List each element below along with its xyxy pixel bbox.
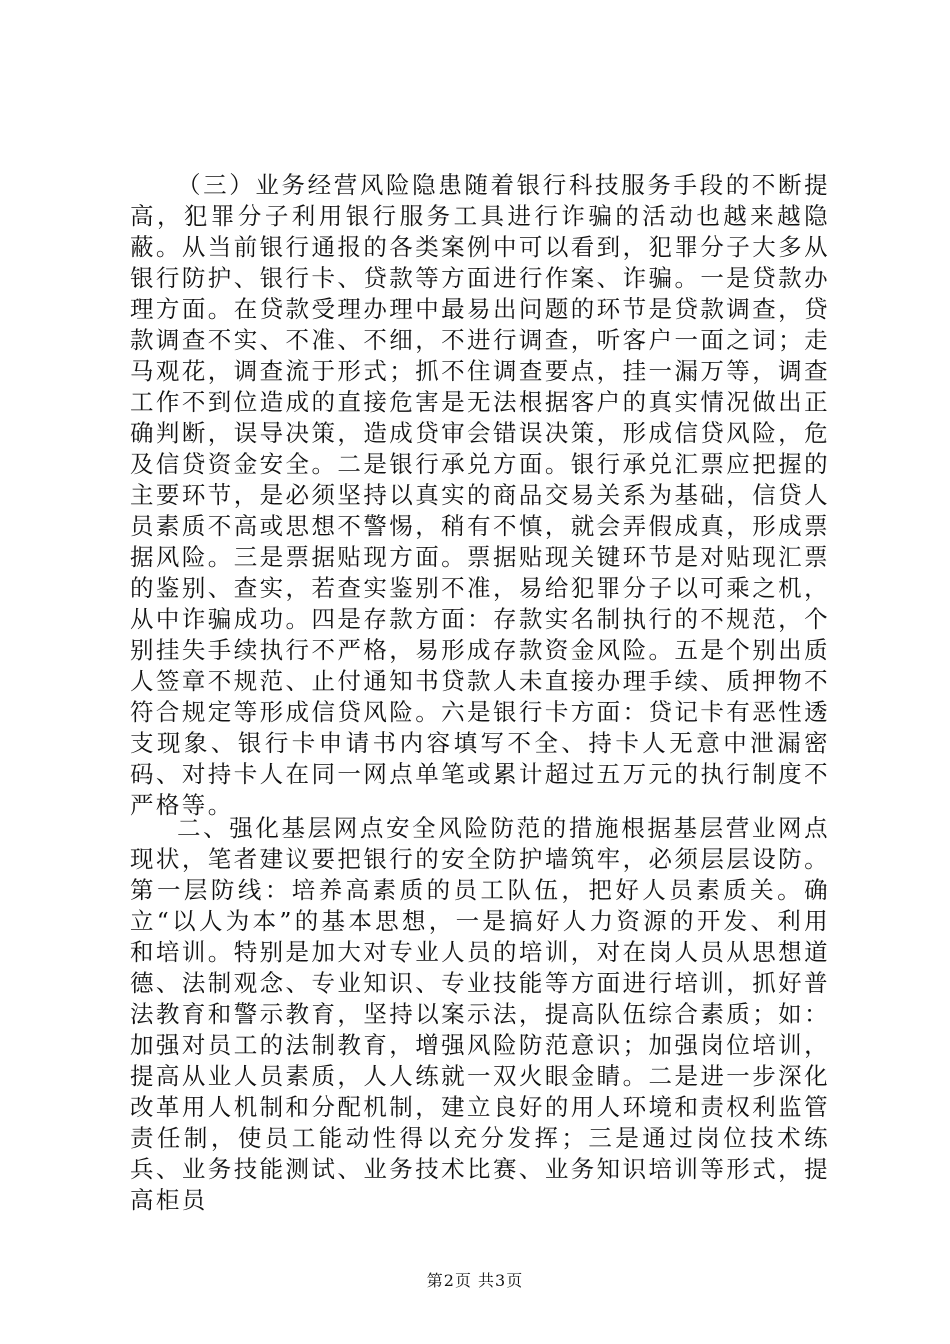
body-paragraph: 二、强化基层网点安全风险防范的措施根据基层营业网点现状，笔者建议要把银行的安全防护墙筑牢，必须层层设防。第一层防线：培养高素质的员工队伍，把好人员素质关。确立“以人为本”的基本思想，一是搞好人力资源的开发、利用和培训。特别是加大对专业人员的培训，对在岗人员从思想道德、法制观念、专业知识、专业技能等方面进行培训，抓好普法教育和警示教育，坚持以案示法，提高队伍综合素质；如：加强对员工的法制教育，增强风险防范意识；加强岗位培训，提高从业人员素质，人人练就一双火眼金睛。二是进一步深化改革用人机制和分配机制，建立良好的用人环境和责权利监管责任制，使员工能动性得以充分发挥；三是通过岗位技术练兵、业务技能测试、业务技术比赛、业务知识培训等形式，提高柜员 (130, 814, 830, 1214)
page-number-footer: 第2页 共3页 (426, 1271, 524, 1290)
body-paragraph: （三）业务经营风险隐患随着银行科技服务手段的不断提高，犯罪分子利用银行服务工具进行诈骗的活动也越来越隐蔽。从当前银行通报的各类案例中可以看到，犯罪分子大多从银行防护、银行卡、贷款等方面进行作案、诈骗。一是贷款办理方面。在贷款受理办理中最易出问题的环节是贷款调查，贷款调查不实、不准、不细，不进行调查，听客户一面之词；走马观花，调查流于形式；抓不住调查要点，挂一漏万等，调查工作不到位造成的直接危害是无法根据客户的真实情况做出正确判断，误导决策，造成贷审会错误决策，形成信贷风险，危及信贷资金安全。二是银行承兑方面。银行承兑汇票应把握的主要环节，是必须坚持以真实的商品交易关系为基础，信贷人员素质不高或思想不警惕，稍有不慎，就会弄假成真，形成票据风险。三是票据贴现方面。票据贴现关键环节是对贴现汇票的鉴别、查实，若查实鉴别不准，易给犯罪分子以可乘之机，从中诈骗成功。四是存款方面：存款实名制执行的不规范，个别挂失手续执行不严格，易形成存款资金风险。五是个别出质人签章不规范、止付通知书贷款人未直接办理手续、质押物不符合规定等形成信贷风险。六是银行卡方面：贷记卡有恶性透支现象、银行卡申请书内容填写不全、持卡人无意中泄漏密码、对持卡人在同一网点单笔或累计超过五万元的执行制度不严格等。 (130, 171, 830, 819)
